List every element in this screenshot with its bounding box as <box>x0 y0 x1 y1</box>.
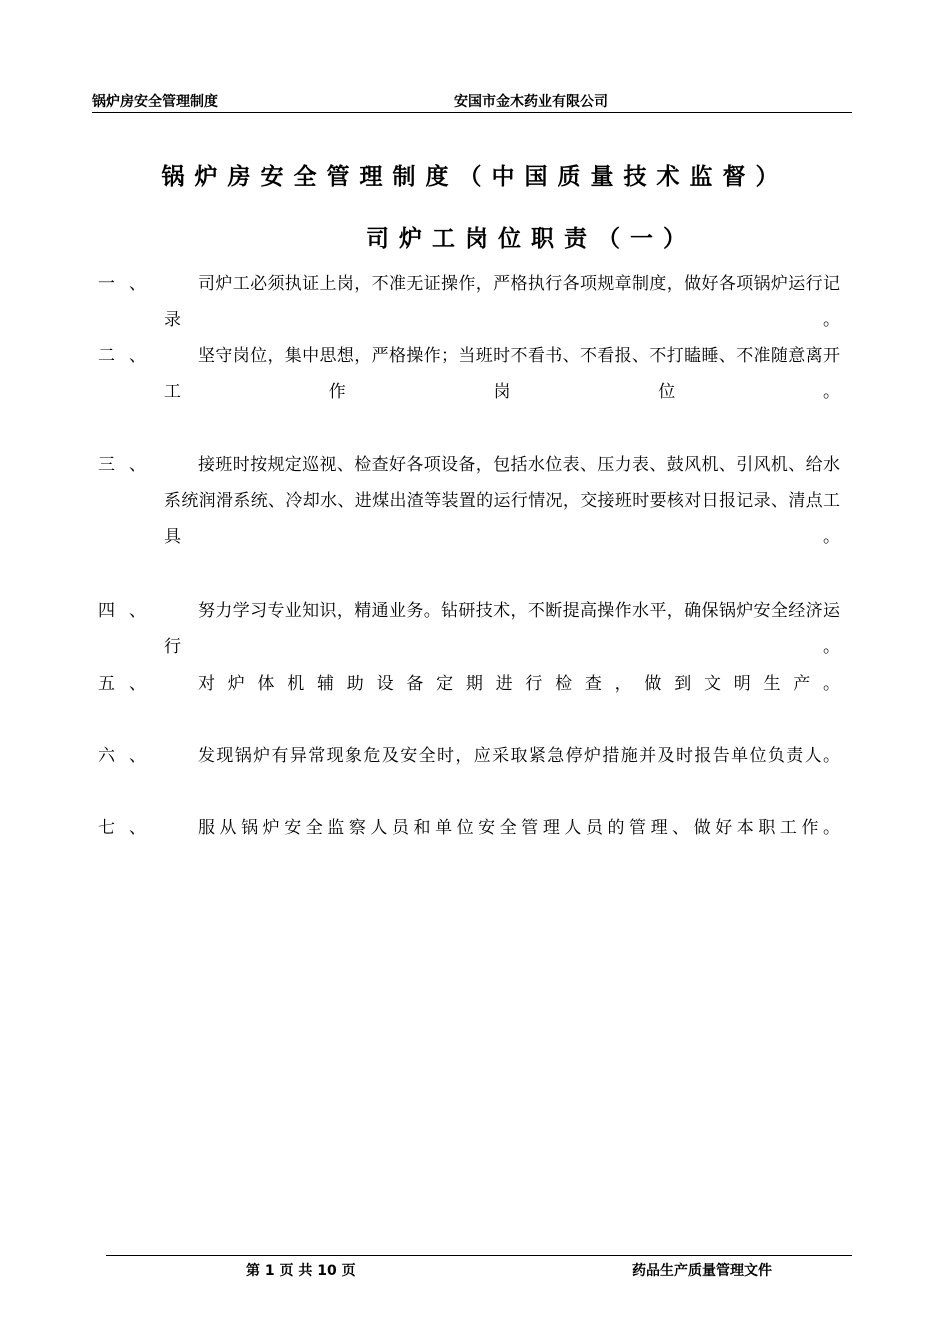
page-header <box>92 88 852 113</box>
item-number: 二、 <box>98 346 160 366</box>
footer-document-name: 药品生产质量管理文件 <box>632 1263 772 1279</box>
item-number: 一、 <box>98 274 160 294</box>
header-left-title: 锅炉房安全管理制度 <box>92 94 218 110</box>
item-text: 接班时按规定巡视、检查好各项设备，包括水位表、压力表、鼓风机、引风机、给水系统润滑系统、冷却水、进煤出渣等装置的运行情况，交接班时要核对日报记录、清点工具。 <box>164 455 840 547</box>
document-title: 锅炉房安全管理制度（中国质量技术监督） <box>161 164 789 190</box>
page-number: 第 1 页 共 10 页 <box>246 1263 356 1279</box>
item-number: 三、 <box>98 455 160 475</box>
item-text: 对炉体机辅助设备定期进行检查，做到文明生产。 <box>198 674 840 694</box>
item-text: 发现锅炉有异常现象危及安全时，应采取紧急停炉措施并及时报告单位负责人。 <box>198 746 840 766</box>
document-subtitle: 司炉工岗位职责（一） <box>366 226 696 252</box>
item-text: 坚守岗位，集中思想，严格操作；当班时不看书、不看报、不打瞌睡、不准随意离开工作岗位。 <box>164 346 840 402</box>
header-company-name: 安国市金木药业有限公司 <box>454 94 608 110</box>
item-text: 努力学习专业知识，精通业务。钻研技术，不断提高操作水平，确保锅炉安全经济运行。 <box>164 601 840 657</box>
item-number: 七、 <box>98 818 160 838</box>
item-number: 五、 <box>98 674 160 694</box>
item-number: 六、 <box>98 746 160 766</box>
item-text: 司炉工必须执证上岗，不准无证操作，严格执行各项规章制度，做好各项锅炉运行记录。 <box>164 274 840 330</box>
item-number: 四、 <box>98 601 160 621</box>
page-footer <box>106 1255 852 1280</box>
item-text: 服从锅炉安全监察人员和单位安全管理人员的管理、做好本职工作。 <box>198 818 840 838</box>
